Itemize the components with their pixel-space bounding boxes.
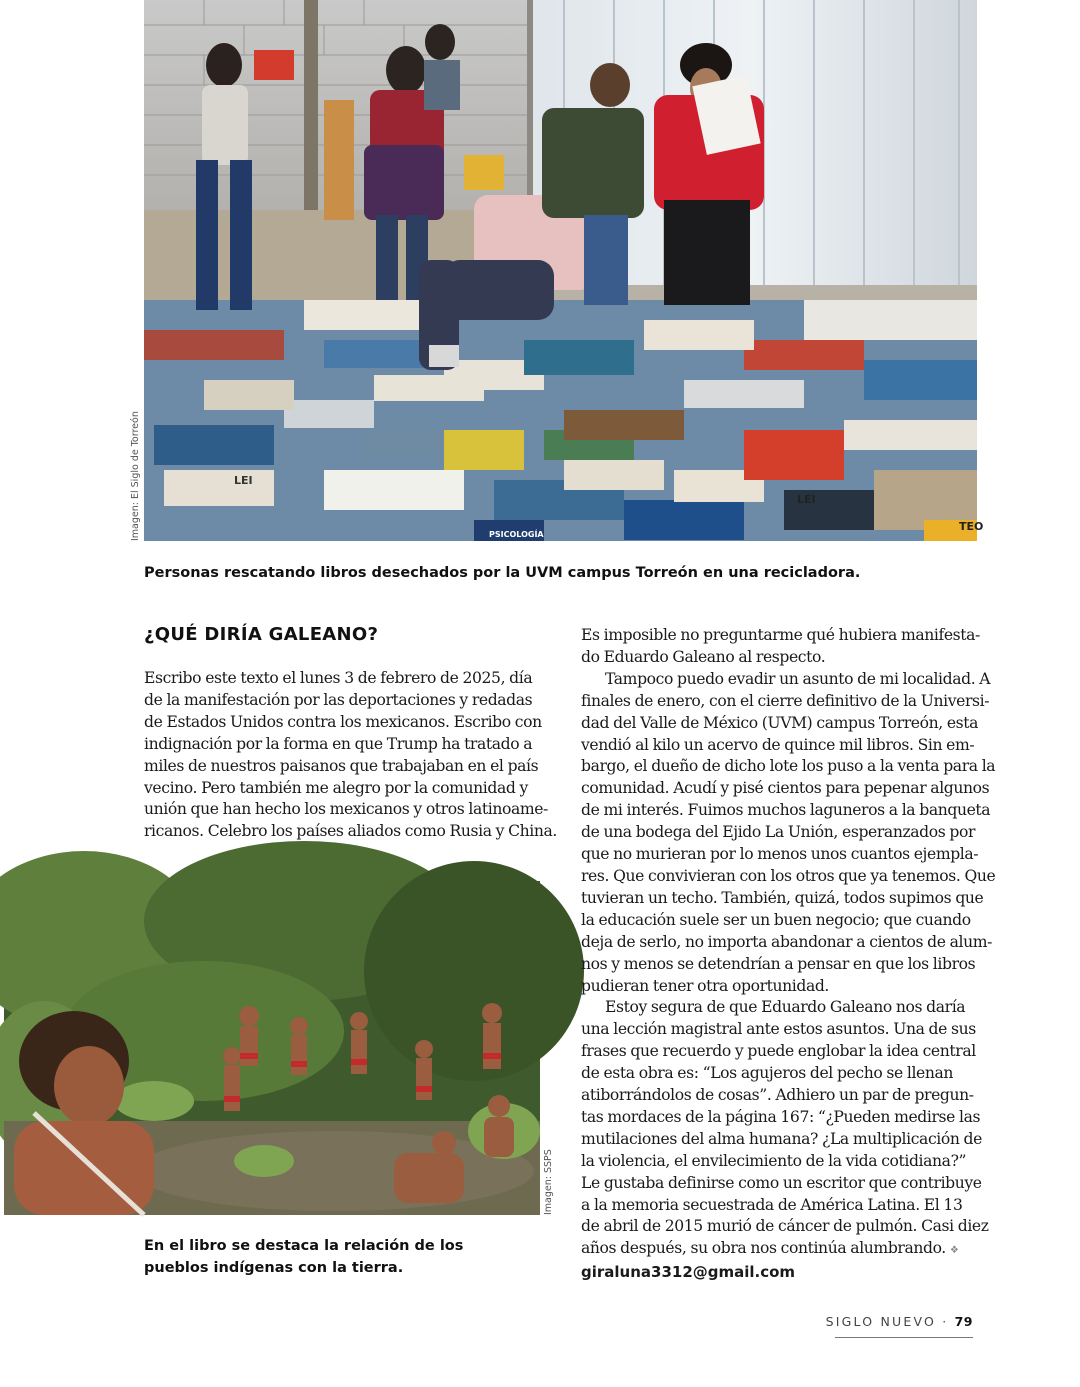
body-line: a la memoria secuestrada de América Latina. El 13 xyxy=(581,1195,963,1214)
body-line: vendió al kilo un acervo de quince mil libros. Sin em- xyxy=(581,735,975,754)
body-line: tuvieran un techo. También, quizá, todos supimos que xyxy=(581,888,984,907)
body-line: Tampoco puedo evadir un asunto de mi localidad. A xyxy=(605,669,991,688)
photo-indigenous-community xyxy=(4,881,540,1215)
photo-caption-top: Personas rescatando libros desechados por la UVM campus Torreón en una recicladora. xyxy=(144,565,861,581)
body-line: de esta obra es: “Los agujeros del pecho se llenan xyxy=(581,1064,954,1083)
body-line: res. Que convivieran con los otros que ya tenemos. Que xyxy=(581,866,996,885)
body-column-right xyxy=(581,625,996,1284)
body-line: vecino. Pero también me alegro por la comunidad y xyxy=(144,778,528,797)
body-line: atiborrándolos de cosas”. Adhiero un par de pregun- xyxy=(581,1086,974,1105)
body-line: que no murieran por lo menos unos cuantos ejempla- xyxy=(581,845,979,864)
body-line: unión que han hecho los mexicanos y otros latinoame- xyxy=(144,800,548,819)
body-column-left xyxy=(144,668,557,843)
body-line: Estoy segura de que Eduardo Galeano nos daría xyxy=(605,998,966,1017)
body-line: deja de serlo, no importa abandonar a cientos de alum- xyxy=(581,932,992,951)
body-line: la violencia, el envilecimiento de la vida cotidiana?” xyxy=(581,1151,967,1170)
body-line: Le gustaba definirse como un escritor que contribuye xyxy=(581,1173,982,1192)
page-number: 79 xyxy=(954,1314,973,1329)
body-line: ricanos. Celebro los países aliados como Rusia y China. xyxy=(144,822,557,841)
body-line: una lección magistral ante estos asuntos. Una de sus xyxy=(581,1020,976,1039)
footer-separator: · xyxy=(942,1314,949,1329)
section-heading: ¿QUÉ DIRÍA GALEANO? xyxy=(144,624,379,645)
body-line: años después, su obra nos continúa alumbrando. xyxy=(581,1239,946,1258)
photo-book-rescue xyxy=(144,0,984,541)
body-line: Escribo este texto el lunes 3 de febrero de 2025, día xyxy=(144,669,533,687)
svg-text:LEI: LEI xyxy=(234,474,253,487)
magazine-name: SIGLO NUEVO xyxy=(825,1314,937,1329)
end-mark-icon: ❖ xyxy=(949,1245,959,1257)
body-line: comunidad. Acudí y pisé cientos para pepenar algunos xyxy=(581,779,990,798)
body-line: pudieran tener otra oportunidad. xyxy=(581,976,829,995)
body-line: do Eduardo Galeano al respecto. xyxy=(581,647,826,666)
photo-credit-top: Imagen: El Siglo de Torreón xyxy=(130,411,141,541)
body-line: de la manifestación por las deportaciones y redadas xyxy=(144,690,533,709)
body-line: indignación por la forma en que Trump ha tratado a xyxy=(144,734,533,753)
body-line: bargo, el dueño de dicho lote los puso a la venta para la xyxy=(581,757,996,776)
body-line: dad del Valle de México (UVM) campus Torreón, esta xyxy=(581,713,979,732)
body-line: de una bodega del Ejido La Unión, esperanzados por xyxy=(581,823,976,842)
photo-credit-bottom: Imagen: SSPS xyxy=(543,1149,554,1215)
body-line: miles de nuestros paisanos que trabajaban en el país xyxy=(144,756,539,775)
svg-text:PSICOLOGÍA: PSICOLOGÍA xyxy=(489,530,544,539)
body-line: tas mordaces de la página 167: “¿Pueden medirse las xyxy=(581,1107,981,1126)
body-line: de mi interés. Fuimos muchos laguneros a la banqueta xyxy=(581,801,991,820)
footer-rule xyxy=(835,1337,973,1338)
body-line: mutilaciones del alma humana? ¿La multiplicación de xyxy=(581,1129,982,1148)
body-line: finales de enero, con el cierre definitivo de la Universi- xyxy=(581,691,990,710)
body-line: de Estados Unidos contra los mexicanos. Escribo con xyxy=(144,712,542,731)
body-line: de abril de 2015 murió de cáncer de pulmón. Casi diez xyxy=(581,1217,989,1236)
body-line: la educación suele ser un buen negocio; que cuando xyxy=(581,910,971,929)
body-line: nos y menos se detendrían a pensar en que los libros xyxy=(581,954,976,973)
body-line: frases que recuerdo y puede englobar la idea central xyxy=(581,1042,976,1061)
svg-text:LEI: LEI xyxy=(797,493,816,506)
body-line-last xyxy=(581,1238,981,1262)
page-footer xyxy=(826,1314,973,1329)
author-email[interactable]: giraluna3312@gmail.com xyxy=(581,1263,796,1282)
photo-caption-bottom: En el libro se destaca la relación de los pueblos indígenas con la tierra. xyxy=(144,1238,464,1276)
body-line: Es imposible no preguntarme qué hubiera manifesta- xyxy=(581,626,980,644)
svg-text:TEO: TEO xyxy=(959,520,984,533)
